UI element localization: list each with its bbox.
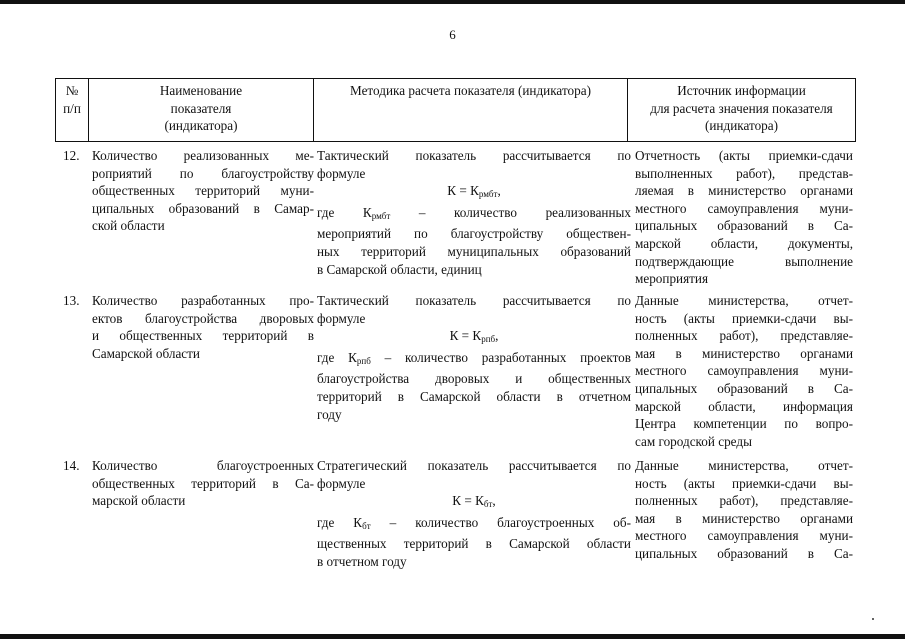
header-num-line: п/п (63, 100, 81, 116)
where-subscript: рпб (356, 355, 371, 366)
where-text: где К (317, 204, 372, 220)
text-line: Данные министерства, отчет- (635, 293, 853, 308)
text-line: территорий в Самарской области в отчетном (317, 388, 631, 404)
text-line: мая в министерство органами (635, 345, 853, 361)
indicator-name (92, 457, 314, 510)
text-line: мероприятия (635, 271, 709, 287)
text-line: Количество реализованных ме- (92, 148, 314, 163)
where-subscript: бт (362, 520, 371, 531)
text-line: подтверждающие выполнение (635, 253, 853, 269)
page-number: 6 (449, 27, 456, 42)
text-line: в Самарской области, единиц (317, 261, 482, 277)
header-num (56, 79, 89, 141)
indicator-name (92, 292, 314, 362)
formula-definition (317, 349, 631, 371)
where-subscript: рмбт (371, 210, 391, 221)
formula-tail: , (492, 493, 496, 509)
text-line: марской области, документы, (635, 235, 853, 251)
header-num-line: № (65, 83, 79, 98)
text-line: ципальных образований в Са- (635, 545, 853, 561)
indicator-name (92, 147, 314, 235)
text-line: году (317, 406, 342, 422)
text-line: ектов благоустройства дворовых (92, 310, 314, 326)
formula-text: К = К (452, 493, 484, 509)
text-line: местного самоуправления муни- (635, 528, 853, 544)
text-line: щественных территорий в Самарской области (317, 536, 631, 552)
where-text: где К (317, 514, 363, 530)
text-line: роприятий по благоустройству (92, 165, 314, 181)
formula-definition (317, 204, 631, 226)
header-source (628, 79, 855, 141)
text-line: полненных работ), представляе- (635, 328, 853, 344)
text-line: формуле (317, 310, 366, 326)
text-line: Тактический показатель рассчитывается по (317, 293, 631, 308)
text-line: сам городской среды (635, 433, 752, 449)
table-header (55, 78, 856, 142)
text-line: полненных работ), представляе- (635, 493, 853, 509)
text-line: ципальных образований в Са- (635, 218, 853, 234)
formula (317, 182, 631, 204)
text-line: местного самоуправления муни- (635, 200, 853, 216)
text-line: формуле (317, 165, 366, 181)
calculation-method (317, 292, 631, 423)
header-name-line: Наименование (159, 83, 243, 98)
text-line: Отчетность (акты приемки-сдачи (635, 148, 853, 163)
text-line: ляемая в министерство органами (635, 183, 853, 199)
header-name-line: показателя (170, 100, 232, 116)
row-number: 12. (63, 148, 80, 163)
header-source-line: для расчета значения показателя (650, 100, 833, 116)
text-line: ципальных образований в Самар- (92, 200, 314, 216)
text-line: ность (акты приемки-сдачи вы- (635, 475, 853, 491)
text-line: общественных территорий в Са- (92, 475, 314, 491)
text-line: ных территорий муниципальных образований (317, 243, 631, 259)
header-name (89, 79, 314, 141)
calculation-method (317, 147, 631, 278)
text-line: выполненных работ), представ- (635, 165, 853, 181)
where-rest: – количество разработанных проектов (370, 349, 631, 365)
scan-speck (872, 618, 874, 620)
text-line: формуле (317, 475, 366, 491)
text-line: марской области (92, 493, 186, 509)
where-rest: – количество благоустроенных об- (370, 514, 631, 530)
formula (317, 327, 631, 349)
row-number: 14. (63, 458, 80, 473)
text-line: Тактический показатель рассчитывается по (317, 148, 631, 163)
formula-subscript: рпб (481, 334, 496, 345)
information-source (635, 457, 853, 563)
formula-definition (317, 514, 631, 536)
header-method (314, 79, 628, 141)
text-line: общественных территорий муни- (92, 183, 314, 199)
text-line: Данные министерства, отчет- (635, 458, 853, 473)
bottom-rule (0, 634, 905, 639)
text-line: в отчетном году (317, 553, 407, 569)
header-name-line: (индикатора) (164, 118, 238, 134)
header-source-line: (индикатора) (704, 118, 778, 134)
text-line: местного самоуправления муни- (635, 363, 853, 379)
formula-subscript: бт (483, 499, 493, 510)
top-rule (0, 0, 905, 4)
formula-text: К = К (447, 183, 479, 199)
information-source (635, 147, 853, 288)
formula (317, 492, 631, 514)
calculation-method (317, 457, 631, 571)
row-number: 13. (63, 293, 80, 308)
text-line: ципальных образований в Са- (635, 380, 853, 396)
text-line: благоустройства дворовых и общественных (317, 371, 631, 387)
where-text: где К (317, 349, 357, 365)
text-line: мероприятий по благоустройству обществен- (317, 226, 631, 242)
text-line: ность (акты приемки-сдачи вы- (635, 310, 853, 326)
text-line: Стратегический показатель рассчитывается по (317, 458, 631, 473)
text-line: ской области (92, 218, 165, 234)
formula-tail: , (495, 328, 499, 344)
text-line: Количество благоустроенных (92, 458, 314, 473)
text-line: Самарской области (92, 345, 200, 361)
header-source-line: Источник информации (677, 83, 806, 98)
text-line: марской области, информация (635, 398, 853, 414)
formula-tail: , (497, 183, 501, 199)
text-line: мая в министерство органами (635, 510, 853, 526)
header-method-line: Методика расчета показателя (индикатора) (350, 83, 591, 98)
where-rest: – количество реализованных (390, 204, 631, 220)
information-source (635, 292, 853, 450)
text-line: и общественных территорий в (92, 328, 314, 344)
text-line: Центра компетенции по вопро- (635, 416, 853, 432)
formula-subscript: рмбт (478, 189, 498, 200)
formula-text: К = К (449, 328, 482, 344)
text-line: Количество разработанных про- (92, 293, 314, 308)
